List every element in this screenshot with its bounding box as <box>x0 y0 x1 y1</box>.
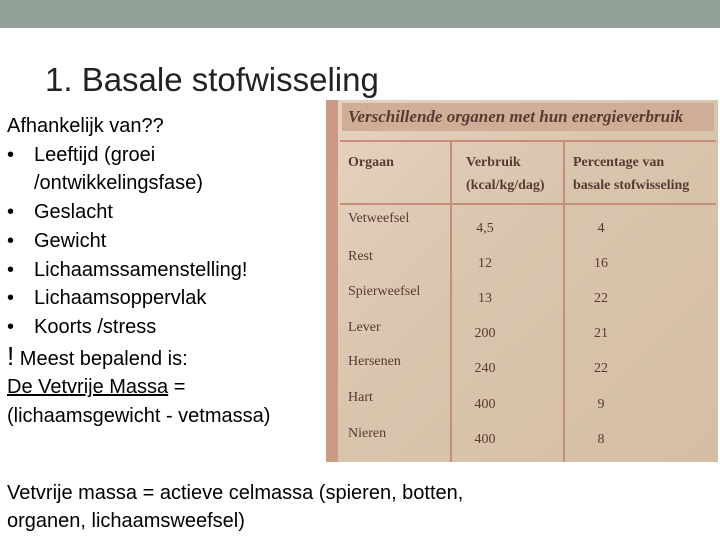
bullet-char: • <box>7 287 15 310</box>
cell-verbruik: 4,5 <box>476 221 494 236</box>
cell-verbruik: 13 <box>478 291 492 306</box>
cell-verbruik: 240 <box>474 361 496 376</box>
cell-percentage: 4 <box>597 221 605 236</box>
fat-free-mass-explanation <box>7 479 707 535</box>
bullet-item: • Koorts /stress <box>7 313 337 342</box>
cell-percentage: 21 <box>594 326 608 341</box>
cell-verbruik: 400 <box>474 397 496 412</box>
table-column-divider <box>563 140 565 462</box>
fat-free-mass-line: De Vetvrije Massa = <box>7 376 186 399</box>
header-verbruik: Verbruik <box>466 155 521 170</box>
cell-orgaan: Hart <box>348 390 373 405</box>
exclamation-mark: ! <box>7 340 15 371</box>
bullet-item: • Gewicht <box>7 227 337 256</box>
bullet-char: • <box>7 143 15 166</box>
bullet-item: • Geslacht <box>7 198 337 227</box>
table-title: Verschillende organen met hun energieverbruik <box>342 103 714 131</box>
cell-percentage: 8 <box>597 432 605 447</box>
cell-orgaan: Hersenen <box>348 354 401 369</box>
table-left-strip <box>326 100 338 462</box>
cell-orgaan: Lever <box>348 320 381 335</box>
bullet-item-continuation: /ontwikkelingsfase) <box>34 172 203 195</box>
table-divider <box>340 203 716 205</box>
cell-percentage: 22 <box>594 291 608 306</box>
cell-verbruik: 12 <box>478 256 492 271</box>
header-orgaan: Orgaan <box>348 155 394 170</box>
bullet-char: • <box>7 201 15 224</box>
bullet-item: • Lichaamssamenstelling! <box>7 256 337 285</box>
cell-orgaan: Spierweefsel <box>348 284 421 299</box>
top-accent-bar <box>0 0 720 28</box>
cell-percentage: 9 <box>597 397 605 412</box>
fat-free-mass-term: Vetvrije massa <box>7 482 138 504</box>
explanation-line-2: organen, lichaamsweefsel) <box>7 510 245 532</box>
fat-free-mass-label: De Vetvrije Massa <box>7 376 169 399</box>
table-column-divider <box>450 140 452 462</box>
bullet-char: • <box>7 315 15 338</box>
header-percentage: Percentage van <box>573 155 665 170</box>
factors-heading: Afhankelijk van?? <box>7 115 164 137</box>
cell-percentage: 22 <box>594 361 608 376</box>
cell-percentage: 16 <box>594 256 608 271</box>
table-divider <box>340 140 716 142</box>
bullet-item: • Lichaamsoppervlak <box>7 284 337 313</box>
cell-orgaan: Nieren <box>348 426 387 441</box>
organ-energy-table <box>326 100 718 462</box>
most-determining-line: ! Meest bepalend is: <box>7 340 188 371</box>
cell-verbruik: 400 <box>474 432 496 447</box>
bullet-char: • <box>7 229 15 252</box>
header-percentage-l2: basale stofwisseling <box>573 178 690 193</box>
factors-text-block <box>7 112 337 431</box>
header-verbruik-unit: (kcal/kg/dag) <box>466 178 545 193</box>
cell-verbruik: 200 <box>474 326 496 341</box>
explanation-line-1: Vetvrije massa = actieve celmassa (spieren, botten, <box>7 482 464 504</box>
bullet-item: • Leeftijd (groei <box>7 141 337 170</box>
cell-orgaan: Rest <box>348 249 373 264</box>
slide-title: 1. Basale stofwisseling <box>45 61 379 98</box>
cell-orgaan: Vetweefsel <box>348 211 410 226</box>
fat-free-mass-definition: (lichaamsgewicht - vetmassa) <box>7 405 271 428</box>
bullet-char: • <box>7 258 15 281</box>
